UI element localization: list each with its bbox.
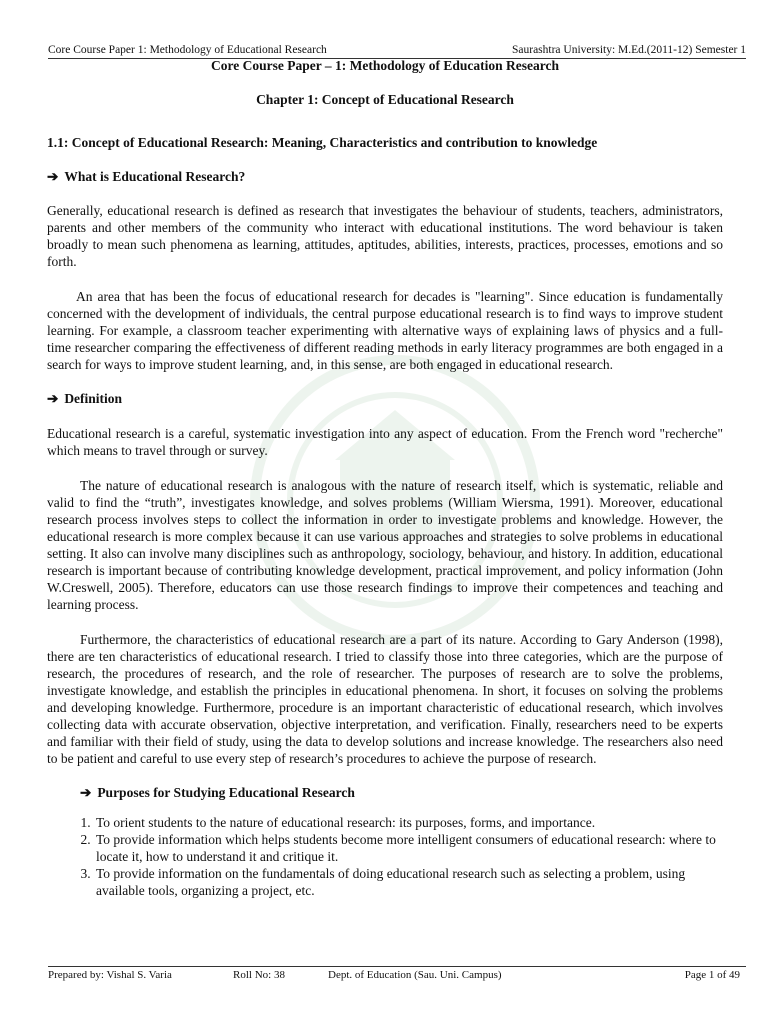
header-left: Core Course Paper 1: Methodology of Educational Research bbox=[48, 44, 327, 56]
heading-definition bbox=[47, 390, 723, 407]
right-arrow-icon: ➔ bbox=[47, 169, 59, 184]
heading-purposes-text: Purposes for Studying Educational Research bbox=[97, 785, 355, 800]
list-item: 1. To orient students to the nature of educational research: its purposes, forms, and importance. bbox=[94, 814, 723, 831]
footer-page-number: Page 1 of 49 bbox=[684, 969, 740, 981]
list-item: 2. To provide information which helps students become more intelligent consumers of educational research: where to locate it, how to understand it and critique it. bbox=[94, 831, 723, 865]
heading-purposes bbox=[80, 784, 723, 801]
footer-roll-no: Roll No: 38 bbox=[233, 969, 285, 981]
heading-what-is bbox=[47, 168, 723, 185]
document-title: Core Course Paper – 1: Methodology of Education Research bbox=[211, 58, 559, 73]
header-right: Saurashtra University: M.Ed.(2011-12) Semester 1 bbox=[512, 44, 746, 56]
footer-prepared-by: Prepared by: Vishal S. Varia bbox=[48, 969, 172, 981]
right-arrow-icon: ➔ bbox=[47, 391, 59, 406]
heading-what-is-text: What is Educational Research? bbox=[64, 169, 246, 184]
paragraph-5: Furthermore, the characteristics of educational research are a part of its nature. According to Gary Anderson (1998), there are ten characteristics of educational research. I tried to classify those into three categories, which are the purpose of research, the procedures of research, and the role of researcher. The purposes of research are to solve the problems, investigate knowledge, and establish the principles in educational phenomena. In short, it focuses on solving the problems and developing knowledge. Furthermore, procedure is an important characteristic of educational research, which involves collecting data with accurate observation, objective interpretation, and verification. Finally, researchers need to be experts and familiar with their field of study, using the data to develop solutions and increase knowledge. The researchers also need to be patient and careful to use every step of research’s procedures to achieve the purpose of research. bbox=[47, 632, 723, 766]
heading-definition-text: Definition bbox=[64, 391, 123, 406]
paragraph-4: The nature of educational research is analogous with the nature of research itself, which is systematic, reliable and valid to find the “truth”, investigates knowledge, and solves problems (William Wiersma, 1991). Moreover, educational research process involves steps to collect the information in order to investigate problems and knowledge. However, the educational research is more complex because it can use various approaches and strategies to solve problems in educational setting. It also can involve many disciplines such as anthropology, sociology, behaviour, and history. In addition, educational research is important because of contributing knowledge development, practical improvement, and policy information (John W.Creswell, 2005). Therefore, educators can use those research findings to improve their competences and teaching and learning process. bbox=[47, 478, 723, 612]
page-footer bbox=[48, 966, 746, 983]
section-heading: 1.1: Concept of Educational Research: Meaning, Characteristics and contribution to knowledge bbox=[47, 135, 598, 150]
right-arrow-icon: ➔ bbox=[80, 785, 92, 800]
paragraph-3: Educational research is a careful, systematic investigation into any aspect of education. From the French word "recherche" which means to travel through or survey. bbox=[47, 426, 723, 458]
document-body bbox=[47, 57, 723, 899]
footer-department: Dept. of Education (Sau. Uni. Campus) bbox=[328, 969, 502, 981]
paragraph-2: An area that has been the focus of educational research for decades is "learning". Since education is fundamentally concerned with the development of individuals, the central purpose educational research is to find ways to improve student learning. For example, a classroom teacher experimenting with alternative ways of explaining laws of physics and a full-time researcher comparing the effectiveness of different reading methods in early literacy programmes are both engaged in a search for ways to improve student learning, and, in this sense, are both engaged in educational research. bbox=[47, 289, 723, 372]
chapter-heading: Chapter 1: Concept of Educational Research bbox=[256, 92, 514, 107]
paragraph-1: Generally, educational research is defined as research that investigates the behaviour of students, teachers, administrators, parents and other members of the community who interact with educational institutions. The word behaviour is taken broadly to mean such phenomena as learning, attitudes, aptitudes, abilities, interests, practices, processes, emotions and so forth. bbox=[47, 203, 723, 269]
list-item: 3. To provide information on the fundamentals of doing educational research such as selecting a problem, using available tools, organizing a project, etc. bbox=[94, 865, 723, 899]
purposes-list bbox=[47, 814, 723, 899]
